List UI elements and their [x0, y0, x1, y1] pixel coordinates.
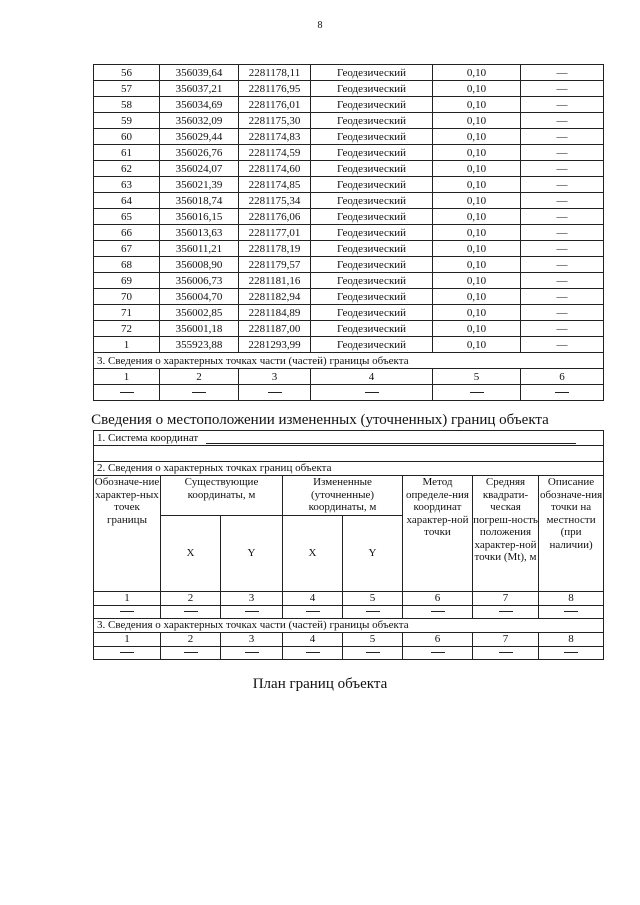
mean-error-cell: 0,10	[433, 337, 521, 353]
section3-col-number: 6	[521, 369, 604, 385]
empty-dash-cell	[239, 385, 311, 401]
mean-error-cell: 0,10	[433, 225, 521, 241]
mean-error-cell: 0,10	[433, 321, 521, 337]
coord-y-cell: 2281174,85	[239, 177, 311, 193]
point-number-cell: 67	[94, 241, 160, 257]
section3-col-number: 2	[161, 633, 221, 647]
point-number-cell: 62	[94, 161, 160, 177]
method-cell: Геодезический	[311, 193, 433, 209]
table-row	[94, 241, 604, 257]
method-cell: Геодезический	[311, 177, 433, 193]
mean-error-cell: 0,10	[433, 81, 521, 97]
page-number: 8	[317, 20, 323, 31]
header-y-changed: Y	[343, 516, 403, 592]
section3-col-number: 3	[239, 369, 311, 385]
section3-col-number: 4	[283, 633, 343, 647]
section3-col-number: 1	[94, 633, 161, 647]
coord-y-cell: 2281176,95	[239, 81, 311, 97]
method-cell: Геодезический	[311, 81, 433, 97]
coordinate-system-blank	[206, 433, 576, 444]
point-number-cell: 58	[94, 97, 160, 113]
empty-dash-cell	[343, 605, 403, 619]
header-method: Метод определе-ния координат характер-ной точки	[403, 476, 473, 592]
coord-y-cell: 2281174,83	[239, 129, 311, 145]
empty-dash-cell	[94, 385, 160, 401]
description-cell: —	[521, 289, 604, 305]
empty-dash-cell	[403, 646, 473, 660]
point-number-cell: 71	[94, 305, 160, 321]
section3-col-number: 7	[473, 633, 539, 647]
point-number-cell: 72	[94, 321, 160, 337]
point-number-cell: 65	[94, 209, 160, 225]
method-cell: Геодезический	[311, 289, 433, 305]
section3-col-number: 5	[433, 369, 521, 385]
boundary-points-table	[93, 64, 604, 401]
point-number-cell: 66	[94, 225, 160, 241]
table-row	[94, 129, 604, 145]
coord-x-cell: 356011,21	[160, 241, 239, 257]
empty-dash-cell	[403, 605, 473, 619]
table-row	[94, 65, 604, 81]
description-cell: —	[521, 321, 604, 337]
table-row	[94, 337, 604, 353]
col-number: 3	[221, 592, 283, 606]
method-cell: Геодезический	[311, 257, 433, 273]
description-cell: —	[521, 129, 604, 145]
header-y-existing: Y	[221, 516, 283, 592]
coord-y-cell: 2281187,00	[239, 321, 311, 337]
empty-dash-cell	[343, 646, 403, 660]
empty-dash-cell	[161, 646, 221, 660]
coord-x-cell: 356013,63	[160, 225, 239, 241]
method-cell: Геодезический	[311, 129, 433, 145]
coord-y-cell: 2281177,01	[239, 225, 311, 241]
coord-y-cell: 2281179,57	[239, 257, 311, 273]
coord-x-cell: 355923,88	[160, 337, 239, 353]
coord-y-cell: 2281176,06	[239, 209, 311, 225]
section3-col-number: 4	[311, 369, 433, 385]
method-cell: Геодезический	[311, 337, 433, 353]
description-cell: —	[521, 209, 604, 225]
table-row	[94, 321, 604, 337]
description-cell: —	[521, 177, 604, 193]
description-cell: —	[521, 97, 604, 113]
coord-x-cell: 356002,85	[160, 305, 239, 321]
empty-dash-cell	[311, 385, 433, 401]
header-mean-error: Средняя квадрати-ческая погреш-ность положения характер-ной точки (Mt), м	[473, 476, 539, 592]
section3-label: 3. Сведения о характерных точках части (частей) границы объекта	[94, 353, 604, 369]
coord-x-cell: 356024,07	[160, 161, 239, 177]
point-number-cell: 57	[94, 81, 160, 97]
description-cell: —	[521, 193, 604, 209]
table-row	[94, 81, 604, 97]
table-row	[94, 177, 604, 193]
method-cell: Геодезический	[311, 241, 433, 257]
section-heading-changed-boundaries: Сведения о местоположении измененных (уточненных) границ объекта	[91, 412, 549, 428]
coord-y-cell: 2281178,19	[239, 241, 311, 257]
section2-label: 2. Сведения о характерных точках границ объекта	[94, 462, 604, 476]
point-number-cell: 59	[94, 113, 160, 129]
coord-x-cell: 356037,21	[160, 81, 239, 97]
mean-error-cell: 0,10	[433, 305, 521, 321]
mean-error-cell: 0,10	[433, 209, 521, 225]
empty-dash-cell	[161, 605, 221, 619]
section3-col-number: 1	[94, 369, 160, 385]
section3-col-number: 3	[221, 633, 283, 647]
coord-y-cell: 2281175,34	[239, 193, 311, 209]
table-row	[94, 225, 604, 241]
method-cell: Геодезический	[311, 305, 433, 321]
description-cell: —	[521, 273, 604, 289]
table-row	[94, 305, 604, 321]
empty-dash-cell	[221, 605, 283, 619]
coord-x-cell: 356032,09	[160, 113, 239, 129]
method-cell: Геодезический	[311, 209, 433, 225]
blank-row	[94, 446, 604, 462]
coord-y-cell: 2281184,89	[239, 305, 311, 321]
table-row	[94, 145, 604, 161]
empty-dash-cell	[221, 646, 283, 660]
section3-col-number: 8	[539, 633, 604, 647]
col-number: 4	[283, 592, 343, 606]
empty-dash-cell	[94, 646, 161, 660]
description-cell: —	[521, 81, 604, 97]
coordinate-system-row	[94, 431, 604, 446]
header-description: Описание обозначе-ния точки на местности (при наличии)	[539, 476, 604, 592]
mean-error-cell: 0,10	[433, 113, 521, 129]
empty-dash-cell	[283, 605, 343, 619]
mean-error-cell: 0,10	[433, 241, 521, 257]
description-cell: —	[521, 145, 604, 161]
header-point-designation: Обозначе-ние характер-ных точек границы	[94, 476, 161, 592]
method-cell: Геодезический	[311, 113, 433, 129]
point-number-cell: 70	[94, 289, 160, 305]
coord-x-cell: 356034,69	[160, 97, 239, 113]
description-cell: —	[521, 305, 604, 321]
col-number: 6	[403, 592, 473, 606]
changed-boundaries-table	[93, 430, 604, 660]
method-cell: Геодезический	[311, 97, 433, 113]
point-number-cell: 61	[94, 145, 160, 161]
col-number: 5	[343, 592, 403, 606]
table-row	[94, 289, 604, 305]
header-x-existing: X	[161, 516, 221, 592]
col-number: 7	[473, 592, 539, 606]
mean-error-cell: 0,10	[433, 145, 521, 161]
mean-error-cell: 0,10	[433, 273, 521, 289]
coord-y-cell: 2281175,30	[239, 113, 311, 129]
table-row	[94, 113, 604, 129]
mean-error-cell: 0,10	[433, 129, 521, 145]
point-number-cell: 1	[94, 337, 160, 353]
coordinate-system-label: 1. Система координат	[97, 431, 199, 444]
point-number-cell: 60	[94, 129, 160, 145]
mean-error-cell: 0,10	[433, 161, 521, 177]
description-cell: —	[521, 337, 604, 353]
mean-error-cell: 0,10	[433, 289, 521, 305]
description-cell: —	[521, 113, 604, 129]
coord-x-cell: 356018,74	[160, 193, 239, 209]
table-row	[94, 161, 604, 177]
col-number: 8	[539, 592, 604, 606]
empty-dash-cell	[94, 605, 161, 619]
description-cell: —	[521, 257, 604, 273]
empty-dash-cell	[473, 646, 539, 660]
col-number: 2	[161, 592, 221, 606]
header-x-changed: X	[283, 516, 343, 592]
method-cell: Геодезический	[311, 145, 433, 161]
empty-dash-cell	[433, 385, 521, 401]
coord-y-cell: 2281174,60	[239, 161, 311, 177]
description-cell: —	[521, 225, 604, 241]
empty-dash-cell	[473, 605, 539, 619]
coord-x-cell: 356008,90	[160, 257, 239, 273]
table-row	[94, 209, 604, 225]
point-number-cell: 56	[94, 65, 160, 81]
section-heading-boundary-plan: План границ объекта	[252, 676, 388, 692]
coord-y-cell: 2281174,59	[239, 145, 311, 161]
point-number-cell: 64	[94, 193, 160, 209]
header-existing-coords: Существующие координаты, м	[161, 476, 283, 516]
method-cell: Геодезический	[311, 225, 433, 241]
table-row	[94, 273, 604, 289]
point-number-cell: 68	[94, 257, 160, 273]
empty-dash-cell	[521, 385, 604, 401]
mean-error-cell: 0,10	[433, 97, 521, 113]
empty-dash-cell	[539, 605, 604, 619]
coord-x-cell: 356039,64	[160, 65, 239, 81]
table-row	[94, 257, 604, 273]
description-cell: —	[521, 161, 604, 177]
point-number-cell: 69	[94, 273, 160, 289]
header-changed-coords: Измененные (уточненные) координаты, м	[283, 476, 403, 516]
coord-y-cell: 2281176,01	[239, 97, 311, 113]
section3-col-number: 5	[343, 633, 403, 647]
coord-x-cell: 356006,73	[160, 273, 239, 289]
coord-y-cell: 2281182,94	[239, 289, 311, 305]
mean-error-cell: 0,10	[433, 65, 521, 81]
mean-error-cell: 0,10	[433, 257, 521, 273]
coord-x-cell: 356029,44	[160, 129, 239, 145]
section3-col-number: 2	[160, 369, 239, 385]
method-cell: Геодезический	[311, 321, 433, 337]
coord-y-cell: 2281293,99	[239, 337, 311, 353]
description-cell: —	[521, 65, 604, 81]
point-number-cell: 63	[94, 177, 160, 193]
description-cell: —	[521, 241, 604, 257]
coord-x-cell: 356016,15	[160, 209, 239, 225]
coord-y-cell: 2281181,16	[239, 273, 311, 289]
coord-y-cell: 2281178,11	[239, 65, 311, 81]
coord-x-cell: 356001,18	[160, 321, 239, 337]
coord-x-cell: 356004,70	[160, 289, 239, 305]
empty-dash-cell	[160, 385, 239, 401]
col-number: 1	[94, 592, 161, 606]
method-cell: Геодезический	[311, 161, 433, 177]
coord-x-cell: 356026,76	[160, 145, 239, 161]
table-row	[94, 193, 604, 209]
method-cell: Геодезический	[311, 65, 433, 81]
section3-label-2: 3. Сведения о характерных точках части (частей) границы объекта	[94, 619, 604, 633]
table-row	[94, 97, 604, 113]
method-cell: Геодезический	[311, 273, 433, 289]
section3-col-number: 6	[403, 633, 473, 647]
mean-error-cell: 0,10	[433, 193, 521, 209]
empty-dash-cell	[283, 646, 343, 660]
mean-error-cell: 0,10	[433, 177, 521, 193]
coord-x-cell: 356021,39	[160, 177, 239, 193]
empty-dash-cell	[539, 646, 604, 660]
